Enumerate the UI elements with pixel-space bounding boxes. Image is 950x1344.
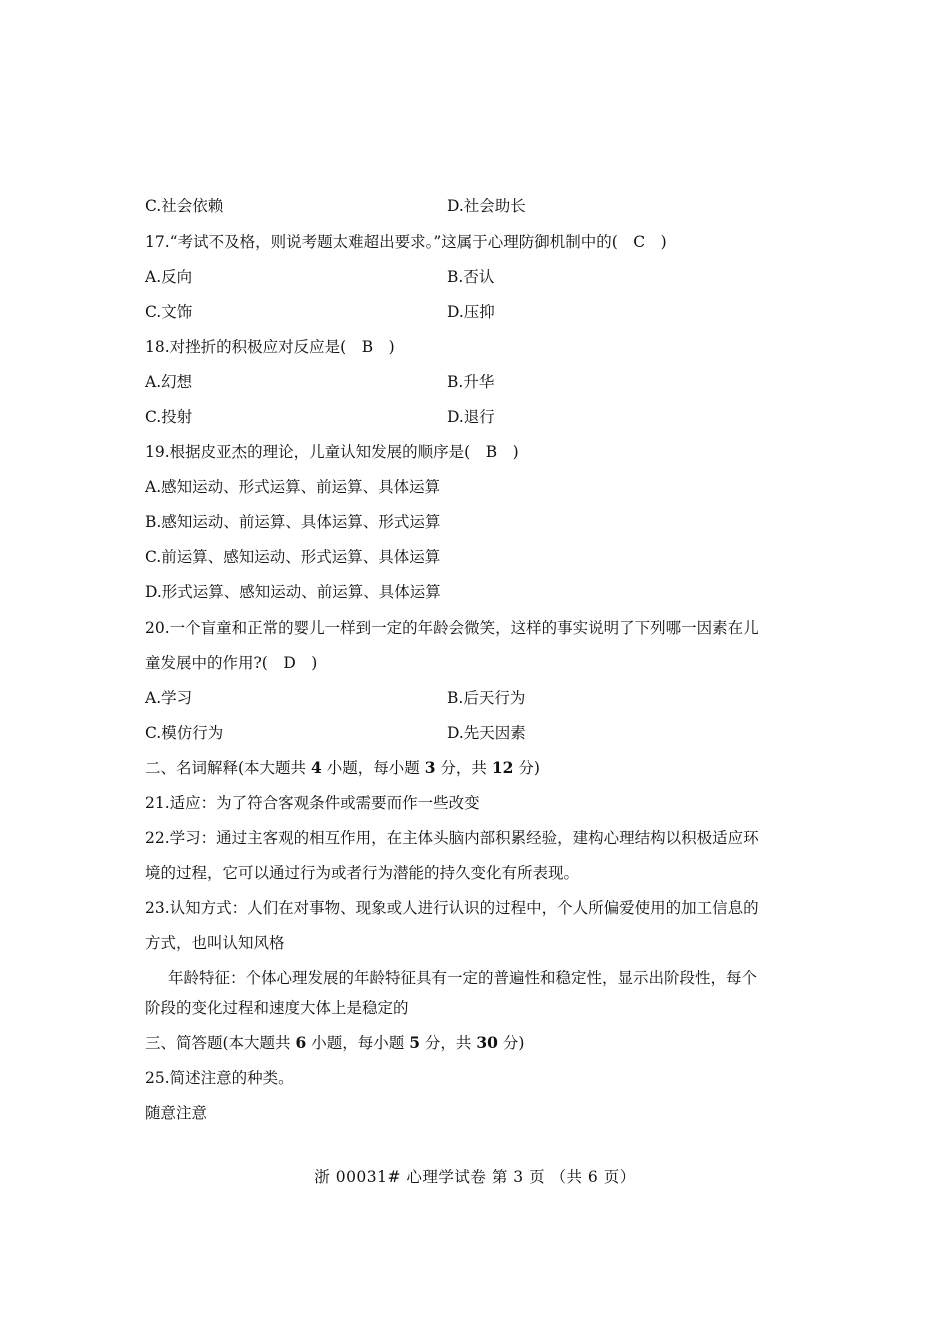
section3-total: 30	[476, 1033, 498, 1052]
q20-option-b: B.后天行为	[447, 689, 526, 707]
section3-score: 5	[409, 1033, 420, 1052]
q17-question: 17.“考试不及格，则说考题太难超出要求。”这属于心理防御机制中的( C )	[145, 233, 667, 251]
q17-option-a: A.反向	[145, 268, 193, 286]
q20-option-c: C.模仿行为	[145, 724, 224, 742]
section2-total: 12	[491, 758, 514, 777]
q20-option-d: D.先天因素	[447, 724, 526, 742]
section3-mid2: 分，共	[424, 1034, 472, 1052]
section2-suffix: 分)	[518, 759, 540, 777]
q22-line1: 22.学习：通过主客观的相互作用，在主体头脑内部积累经验，建构心理结构以积极适应环	[145, 829, 759, 847]
q17-option-c: C.文饰	[145, 303, 193, 321]
q17-option-b: B.否认	[447, 268, 495, 286]
q20-question-line2: 童发展中的作用?( D )	[145, 654, 318, 672]
q24-line2: 阶段的变化过程和速度大体上是稳定的	[145, 999, 409, 1017]
section2-heading	[145, 758, 540, 778]
q21-answer: 21.适应：为了符合客观条件或需要而作一些改变	[145, 794, 480, 812]
q18-option-d: D.退行	[447, 408, 495, 426]
q18-option-a: A.幻想	[145, 373, 193, 391]
section3-prefix: 三、简答题(本大题共	[145, 1034, 291, 1052]
section2-prefix: 二、名词解释(本大题共	[145, 759, 307, 777]
q22-line2: 境的过程，它可以通过行为或者行为潜能的持久变化有所表现。	[145, 864, 580, 882]
q19-option-a: A.感知运动、形式运算、前运算、具体运算	[145, 478, 441, 496]
q19-option-b: B.感知运动、前运算、具体运算、形式运算	[145, 513, 441, 531]
section3-heading	[145, 1033, 524, 1053]
q25-answer: 随意注意	[145, 1104, 208, 1122]
section3-suffix: 分)	[502, 1034, 525, 1052]
q18-option-c: C.投射	[145, 408, 193, 426]
q24-line1: 年龄特征：个体心理发展的年龄特征具有一定的普遍性和稳定性，显示出阶段性，每个	[168, 969, 758, 987]
page-footer: 浙 00031# 心理学试卷 第 3 页 （共 6 页）	[314, 1168, 636, 1186]
q18-question: 18.对挫折的积极应对反应是( B )	[145, 338, 395, 356]
q25-question: 25.简述注意的种类。	[145, 1069, 294, 1087]
q23-line1: 23.认知方式：人们在对事物、现象或人进行认识的过程中，个人所偏爱使用的加工信息的	[145, 899, 759, 917]
q20-option-a: A.学习	[145, 689, 193, 707]
section2-mid2: 分，共	[440, 759, 487, 777]
section3-count: 6	[295, 1033, 307, 1052]
section3-mid1: 小题，每小题	[311, 1034, 405, 1052]
section2-count: 4	[311, 758, 322, 777]
q19-option-d: D.形式运算、感知运动、前运算、具体运算	[145, 583, 441, 601]
q16-option-c: C.社会依赖	[145, 197, 224, 215]
q20-question-line1: 20.一个盲童和正常的婴儿一样到一定的年龄会微笑，这样的事实说明了下列哪一因素在儿	[145, 619, 759, 637]
q19-question: 19.根据皮亚杰的理论，儿童认知发展的顺序是( B )	[145, 443, 519, 461]
q16-option-d: D.社会助长	[447, 197, 526, 215]
q23-line2: 方式，也叫认知风格	[145, 934, 285, 952]
section2-score: 3	[424, 758, 436, 777]
q19-option-c: C.前运算、感知运动、形式运算、具体运算	[145, 548, 441, 566]
q17-option-d: D.压抑	[447, 303, 495, 321]
q18-option-b: B.升华	[447, 373, 495, 391]
section2-mid1: 小题，每小题	[326, 759, 420, 777]
